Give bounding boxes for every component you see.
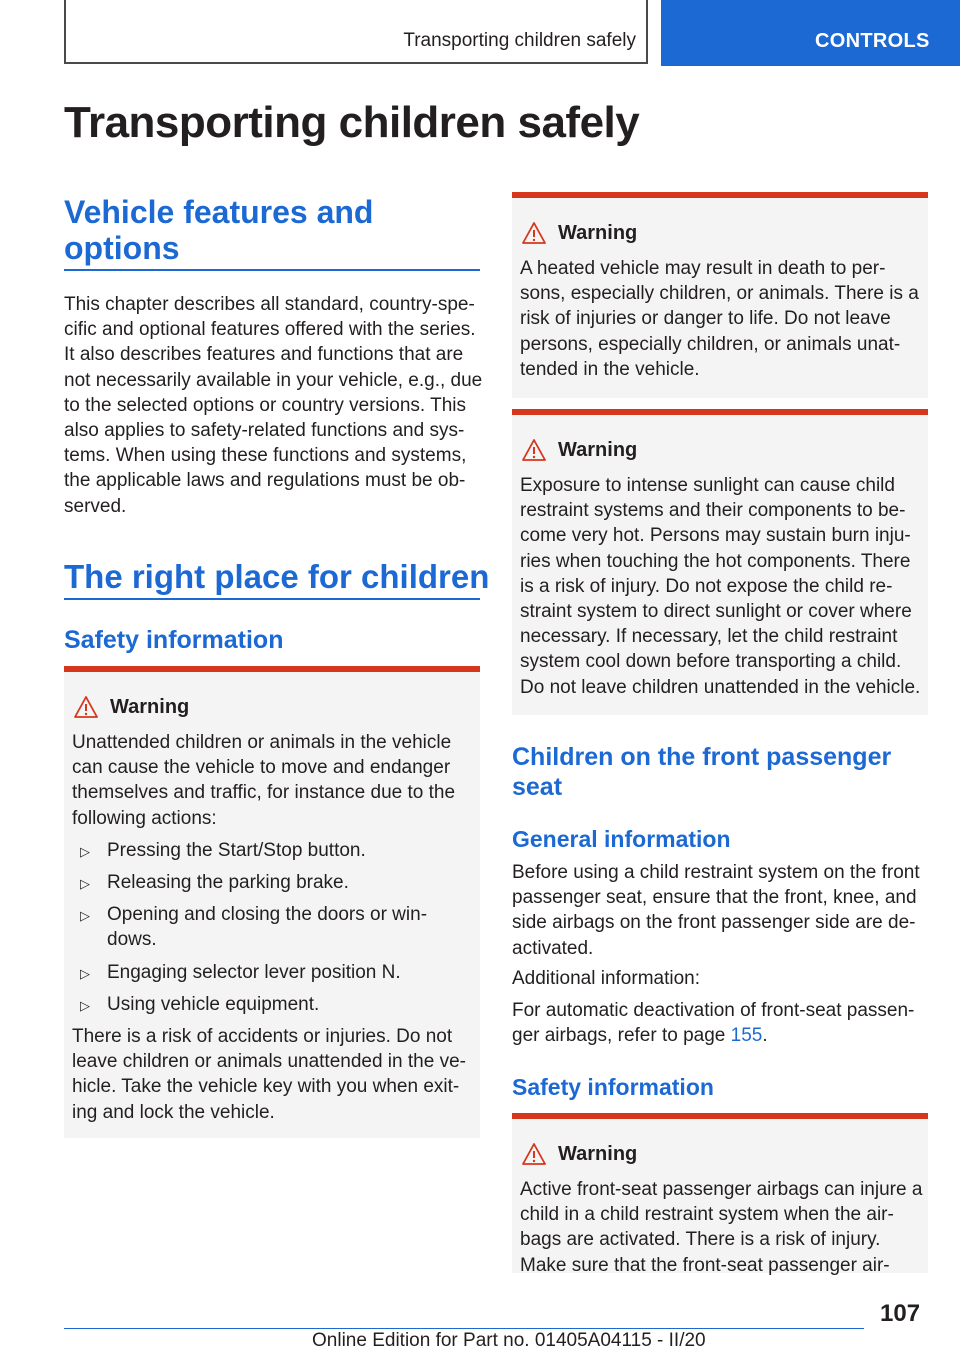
warning-triangle-icon <box>522 1143 546 1165</box>
auto-deactivation-line: For automatic deactivation of front-seat passen- <box>512 1000 915 1021</box>
warning-line: hicle. Take the vehicle key with you when exit- <box>72 1076 460 1098</box>
general-info-heading: General information <box>512 826 731 852</box>
front-seat-heading-line: Children on the front passenger <box>512 743 892 771</box>
bullet-triangle-icon: ▷ <box>80 908 90 923</box>
intro-line: cific and optional features offered with the series. <box>64 319 476 341</box>
intro-line: served. <box>64 495 127 517</box>
warning-line: A heated vehicle may result in death to per- <box>520 258 886 279</box>
header-chapter-tab[interactable] <box>661 0 960 66</box>
general-info-line: passenger seat, ensure that the front, knee, and <box>512 887 917 909</box>
warning-title: Warning <box>558 1143 638 1165</box>
auto-deactivation-text: ger airbags, refer to page <box>512 1025 731 1047</box>
bullet-triangle-icon: ▷ <box>80 844 90 859</box>
general-info-paragraph <box>512 860 932 961</box>
warning-closing <box>72 1024 466 1125</box>
warning-body <box>72 730 455 831</box>
header-chapter-tab-label: CONTROLS <box>815 30 930 52</box>
vehicle-features-heading-line: options <box>64 230 180 266</box>
intro-paragraph <box>64 292 484 519</box>
warning-line: can cause the vehicle to move and endanger <box>72 757 451 779</box>
warning-line: persons, especially children, or animals unat- <box>520 333 901 355</box>
general-info-line: side airbags on the front passenger side are de- <box>512 912 916 934</box>
warning-triangle-icon <box>522 439 546 461</box>
footer-rule <box>64 1328 864 1329</box>
warning-box-3 <box>512 409 928 715</box>
warning-body <box>520 256 919 382</box>
bullet-item: Releasing the parking brake. <box>107 872 349 893</box>
warning-triangle-icon <box>74 696 98 718</box>
warning-line: leave children or animals unattended in the ve- <box>72 1051 466 1073</box>
intro-line: to the selected options or country versions. This <box>64 394 467 416</box>
warning-line: Do not leave children unattended in the vehicle. <box>520 676 921 698</box>
auto-deactivation-paragraph <box>512 998 932 1048</box>
front-seat-heading-line: seat <box>512 773 563 801</box>
intro-line: the applicable laws and regulations must be ob- <box>64 470 466 492</box>
warning-body <box>520 473 920 700</box>
warning-title: Warning <box>558 439 638 461</box>
header-section-title: Transporting children safely <box>403 30 636 51</box>
warning-line: is a risk of injury. Do not expose the child re- <box>520 575 893 597</box>
intro-line: tems. When using these functions and systems, <box>64 445 467 467</box>
front-seat-heading <box>512 742 891 802</box>
warning-line: Unattended children or animals in the vehicle <box>72 732 452 753</box>
warning-line: restraint systems and their components to be- <box>520 500 906 522</box>
warning-line: come very hot. Persons may sustain burn inju- <box>520 525 911 547</box>
bullet-triangle-icon: ▷ <box>80 998 90 1013</box>
warning-line: Exposure to intense sunlight can cause child <box>520 475 895 496</box>
safety-info-heading-left: Safety information <box>64 626 284 654</box>
bullet-triangle-icon: ▷ <box>80 876 90 891</box>
warning-line: Active front-seat passenger airbags can injure a <box>520 1179 923 1200</box>
bullet-item: Engaging selector lever position N. <box>107 962 401 983</box>
warning-line: sons, especially children, or animals. There is a <box>520 283 919 305</box>
footer-edition: Online Edition for Part no. 01405A04115 - II/20 <box>312 1330 706 1351</box>
warning-line: tended in the vehicle. <box>520 358 700 380</box>
general-info-line: activated. <box>512 937 594 959</box>
warning-title: Warning <box>110 696 190 718</box>
heading-rule <box>64 598 480 600</box>
warning-line: There is a risk of accidents or injuries. Do not <box>72 1026 453 1047</box>
bullet-triangle-icon: ▷ <box>80 966 90 981</box>
bullet-item <box>107 902 427 952</box>
bullet-line: dows. <box>107 929 157 951</box>
warning-line: system cool down before transporting a child. <box>520 651 902 673</box>
warning-line: risk of injuries or danger to life. Do not leave <box>520 308 891 330</box>
intro-line: This chapter describes all standard, country-spe- <box>64 294 475 315</box>
warning-box-1 <box>64 666 480 1138</box>
right-place-heading: The right place for children <box>64 558 490 595</box>
bullet-item: Using vehicle equipment. <box>107 994 320 1015</box>
general-info-line: Before using a child restraint system on the front <box>512 862 920 883</box>
warning-line: following actions: <box>72 807 217 829</box>
warning-triangle-icon <box>522 222 546 244</box>
warning-line: bags are activated. There is a risk of injury. <box>520 1229 881 1251</box>
warning-line: Make sure that the front-seat passenger air- <box>520 1254 890 1276</box>
warning-box-4 <box>512 1113 928 1276</box>
intro-line: also applies to safety-related functions and sys- <box>64 420 465 442</box>
header-section-box <box>64 0 648 64</box>
vehicle-features-heading <box>64 194 373 266</box>
intro-line: It also describes features and functions that are <box>64 344 464 366</box>
warning-line: themselves and traffic, for instance due to the <box>72 782 456 804</box>
bullet-line: Opening and closing the doors or win- <box>107 904 428 925</box>
auto-deactivation-text: . <box>762 1025 768 1047</box>
vehicle-features-heading-line: Vehicle features and <box>64 194 374 230</box>
warning-title: Warning <box>558 222 638 244</box>
page-reference-link[interactable]: 155 <box>730 1025 763 1047</box>
heading-rule <box>64 269 480 271</box>
intro-line: not necessarily available in your vehicle, e.g., due <box>64 369 483 391</box>
warning-line: straint system to direct sunlight or cover where <box>520 601 912 623</box>
bullet-item: Pressing the Start/Stop button. <box>107 840 366 861</box>
warning-box-2 <box>512 192 928 398</box>
warning-line: ries when touching the hot components. There <box>520 550 911 572</box>
warning-line: ing and lock the vehicle. <box>72 1101 275 1123</box>
page-number: 107 <box>880 1300 921 1327</box>
warning-body <box>520 1177 922 1278</box>
page-title: Transporting children safely <box>64 98 640 147</box>
warning-line: necessary. If necessary, let the child restraint <box>520 626 898 648</box>
auto-deactivation-line <box>512 1023 932 1048</box>
warning-line: child in a child restraint system when the air- <box>520 1204 894 1226</box>
safety-info-heading-right: Safety information <box>512 1074 714 1100</box>
additional-info-label: Additional information: <box>512 968 700 989</box>
